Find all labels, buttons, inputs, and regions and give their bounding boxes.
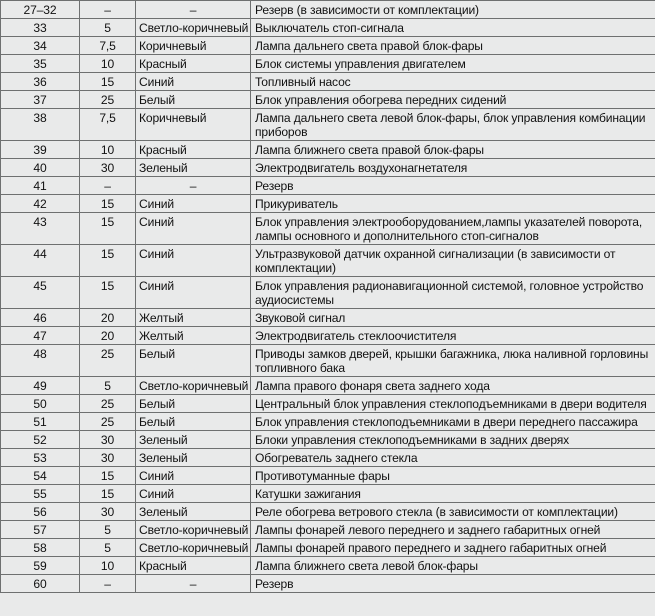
fuse-number-cell: 60: [1, 575, 80, 593]
fuse-number-cell: 59: [1, 557, 80, 575]
fuse-circuit-cell: Блоки управления стеклоподъемниками в задних дверях: [251, 431, 655, 449]
table-row: [1, 503, 655, 521]
table-row: [1, 449, 655, 467]
fuse-amperage-cell: –: [80, 575, 136, 593]
fuse-number-cell: 39: [1, 141, 80, 159]
fuse-circuit-cell: Лампа ближнего света правой блок-фары: [251, 141, 655, 159]
fuse-amperage-cell: 10: [80, 557, 136, 575]
fuse-circuit-cell: Ультразвуковой датчик охранной сигнализации (в зависимости от комплектации): [251, 245, 655, 277]
table-row: [1, 245, 655, 277]
fuse-color-cell: Красный: [136, 557, 251, 575]
table-row: [1, 521, 655, 539]
table-row: [1, 73, 655, 91]
fuse-number-cell: 36: [1, 73, 80, 91]
fuse-number-cell: 55: [1, 485, 80, 503]
fuse-amperage-cell: –: [80, 1, 136, 19]
fuse-amperage-cell: 15: [80, 485, 136, 503]
fuse-circuit-cell: Приводы замков дверей, крышки багажника, люка наливной горловины топливного бака: [251, 345, 655, 377]
fuse-amperage-cell: 15: [80, 73, 136, 91]
fuse-amperage-cell: 30: [80, 449, 136, 467]
fuse-color-cell: Желтый: [136, 327, 251, 345]
fuse-amperage-cell: 15: [80, 277, 136, 309]
fuse-circuit-cell: Резерв: [251, 177, 655, 195]
fuse-amperage-cell: 15: [80, 213, 136, 245]
fuse-circuit-cell: Блок системы управления двигателем: [251, 55, 655, 73]
table-row: [1, 277, 655, 309]
table-row: [1, 1, 655, 19]
table-row: [1, 575, 655, 593]
fuse-number-cell: 53: [1, 449, 80, 467]
fuse-number-cell: 27–32: [1, 1, 80, 19]
fuse-color-cell: Зеленый: [136, 449, 251, 467]
fuse-amperage-cell: 7,5: [80, 109, 136, 141]
fuse-circuit-cell: Блок управления стеклоподъемниками в двери переднего пассажира: [251, 413, 655, 431]
fuse-number-cell: 50: [1, 395, 80, 413]
fuse-number-cell: 58: [1, 539, 80, 557]
fuse-number-cell: 40: [1, 159, 80, 177]
fuse-number-cell: 41: [1, 177, 80, 195]
fuse-amperage-cell: –: [80, 177, 136, 195]
table-row: [1, 485, 655, 503]
fuse-color-cell: Светло-коричневый: [136, 521, 251, 539]
fuse-number-cell: 33: [1, 19, 80, 37]
fuse-color-cell: Зеленый: [136, 503, 251, 521]
table-row: [1, 91, 655, 109]
fuse-amperage-cell: 5: [80, 539, 136, 557]
fuse-color-cell: Синий: [136, 195, 251, 213]
fuse-number-cell: 52: [1, 431, 80, 449]
fuse-circuit-cell: Блок управления обогрева передних сидений: [251, 91, 655, 109]
fuse-circuit-cell: Лампа ближнего света левой блок-фары: [251, 557, 655, 575]
fuse-number-cell: 57: [1, 521, 80, 539]
table-row: [1, 395, 655, 413]
fuse-circuit-cell: Реле обогрева ветрового стекла (в зависимости от комплектации): [251, 503, 655, 521]
table-row: [1, 177, 655, 195]
fuse-circuit-cell: Катушки зажигания: [251, 485, 655, 503]
fuse-amperage-cell: 10: [80, 55, 136, 73]
fuse-circuit-cell: Топливный насос: [251, 73, 655, 91]
fuse-color-cell: Синий: [136, 277, 251, 309]
fuse-color-cell: –: [136, 1, 251, 19]
fuse-color-cell: Белый: [136, 413, 251, 431]
table-row: [1, 37, 655, 55]
fuse-number-cell: 47: [1, 327, 80, 345]
fuse-number-cell: 35: [1, 55, 80, 73]
table-row: [1, 141, 655, 159]
fuse-number-cell: 44: [1, 245, 80, 277]
table-row: [1, 213, 655, 245]
fuse-number-cell: 56: [1, 503, 80, 521]
table-row: [1, 109, 655, 141]
fuse-color-cell: –: [136, 575, 251, 593]
fuse-circuit-cell: Лампы фонарей правого переднего и заднего габаритных огней: [251, 539, 655, 557]
fuse-number-cell: 54: [1, 467, 80, 485]
fuse-color-cell: Синий: [136, 485, 251, 503]
fuse-amperage-cell: 25: [80, 91, 136, 109]
fuse-amperage-cell: 20: [80, 309, 136, 327]
fuse-amperage-cell: 30: [80, 431, 136, 449]
fuse-number-cell: 43: [1, 213, 80, 245]
fuse-amperage-cell: 15: [80, 195, 136, 213]
fuse-color-cell: Синий: [136, 73, 251, 91]
fuse-color-cell: Светло-коричневый: [136, 539, 251, 557]
fuse-amperage-cell: 15: [80, 467, 136, 485]
fuse-number-cell: 37: [1, 91, 80, 109]
table-row: [1, 413, 655, 431]
fuse-color-cell: Светло-коричневый: [136, 19, 251, 37]
fuse-circuit-cell: Лампа дальнего света правой блок-фары: [251, 37, 655, 55]
fuse-amperage-cell: 25: [80, 413, 136, 431]
fuse-circuit-cell: Блок управления электрооборудованием,лампы указателей поворота, лампы основного и дополнительного стоп-сигналов: [251, 213, 655, 245]
table-row: [1, 377, 655, 395]
fuse-color-cell: Зеленый: [136, 431, 251, 449]
table-row: [1, 431, 655, 449]
fuse-table-body: [1, 1, 655, 593]
fuse-number-cell: 48: [1, 345, 80, 377]
fuse-amperage-cell: 5: [80, 377, 136, 395]
fuse-color-cell: Желтый: [136, 309, 251, 327]
fuse-color-cell: Зеленый: [136, 159, 251, 177]
fuse-color-cell: Белый: [136, 345, 251, 377]
fuse-amperage-cell: 30: [80, 159, 136, 177]
fuse-color-cell: Коричневый: [136, 37, 251, 55]
fuse-color-cell: Красный: [136, 141, 251, 159]
table-row: [1, 19, 655, 37]
fuse-number-cell: 34: [1, 37, 80, 55]
table-row: [1, 539, 655, 557]
table-row: [1, 327, 655, 345]
fuse-number-cell: 46: [1, 309, 80, 327]
table-row: [1, 159, 655, 177]
table-row: [1, 557, 655, 575]
fuse-amperage-cell: 10: [80, 141, 136, 159]
table-row: [1, 55, 655, 73]
fuse-amperage-cell: 7,5: [80, 37, 136, 55]
fuse-circuit-cell: Резерв: [251, 575, 655, 593]
fuse-circuit-cell: Резерв (в зависимости от комплектации): [251, 1, 655, 19]
fuse-number-cell: 49: [1, 377, 80, 395]
fuse-amperage-cell: 25: [80, 395, 136, 413]
fuse-number-cell: 38: [1, 109, 80, 141]
fuse-color-cell: Синий: [136, 245, 251, 277]
fuse-color-cell: Белый: [136, 91, 251, 109]
fuse-amperage-cell: 25: [80, 345, 136, 377]
fuse-circuit-cell: Прикуриватель: [251, 195, 655, 213]
fuse-color-cell: Синий: [136, 213, 251, 245]
fuse-amperage-cell: 5: [80, 521, 136, 539]
fuse-amperage-cell: 20: [80, 327, 136, 345]
table-row: [1, 345, 655, 377]
fuse-color-cell: –: [136, 177, 251, 195]
fuse-number-cell: 45: [1, 277, 80, 309]
fuse-amperage-cell: 30: [80, 503, 136, 521]
fuse-circuit-cell: Лампа дальнего света левой блок-фары, блок управления комбинации приборов: [251, 109, 655, 141]
fuse-circuit-cell: Выключатель стоп-сигнала: [251, 19, 655, 37]
fuse-circuit-cell: Лампы фонарей левого переднего и заднего габаритных огней: [251, 521, 655, 539]
fuse-circuit-cell: Центральный блок управления стеклоподъемниками в двери водителя: [251, 395, 655, 413]
table-row: [1, 195, 655, 213]
fuse-amperage-cell: 15: [80, 245, 136, 277]
table-row: [1, 467, 655, 485]
fuse-circuit-cell: Лампа правого фонаря света заднего хода: [251, 377, 655, 395]
fuse-number-cell: 42: [1, 195, 80, 213]
fuse-circuit-cell: Обогреватель заднего стекла: [251, 449, 655, 467]
fuse-circuit-cell: Блок управления радионавигационной системой, головное устройство аудиосистемы: [251, 277, 655, 309]
fuse-color-cell: Коричневый: [136, 109, 251, 141]
fuse-color-cell: Красный: [136, 55, 251, 73]
fuse-color-cell: Белый: [136, 395, 251, 413]
fuse-circuit-cell: Электродвигатель стеклоочистителя: [251, 327, 655, 345]
fuse-number-cell: 51: [1, 413, 80, 431]
table-row: [1, 309, 655, 327]
fuse-circuit-cell: Звуковой сигнал: [251, 309, 655, 327]
fuse-circuit-cell: Электродвигатель воздухонагнетателя: [251, 159, 655, 177]
fuse-circuit-cell: Противотуманные фары: [251, 467, 655, 485]
fuse-color-cell: Светло-коричневый: [136, 377, 251, 395]
fuse-amperage-cell: 5: [80, 19, 136, 37]
fuse-color-cell: Синий: [136, 467, 251, 485]
